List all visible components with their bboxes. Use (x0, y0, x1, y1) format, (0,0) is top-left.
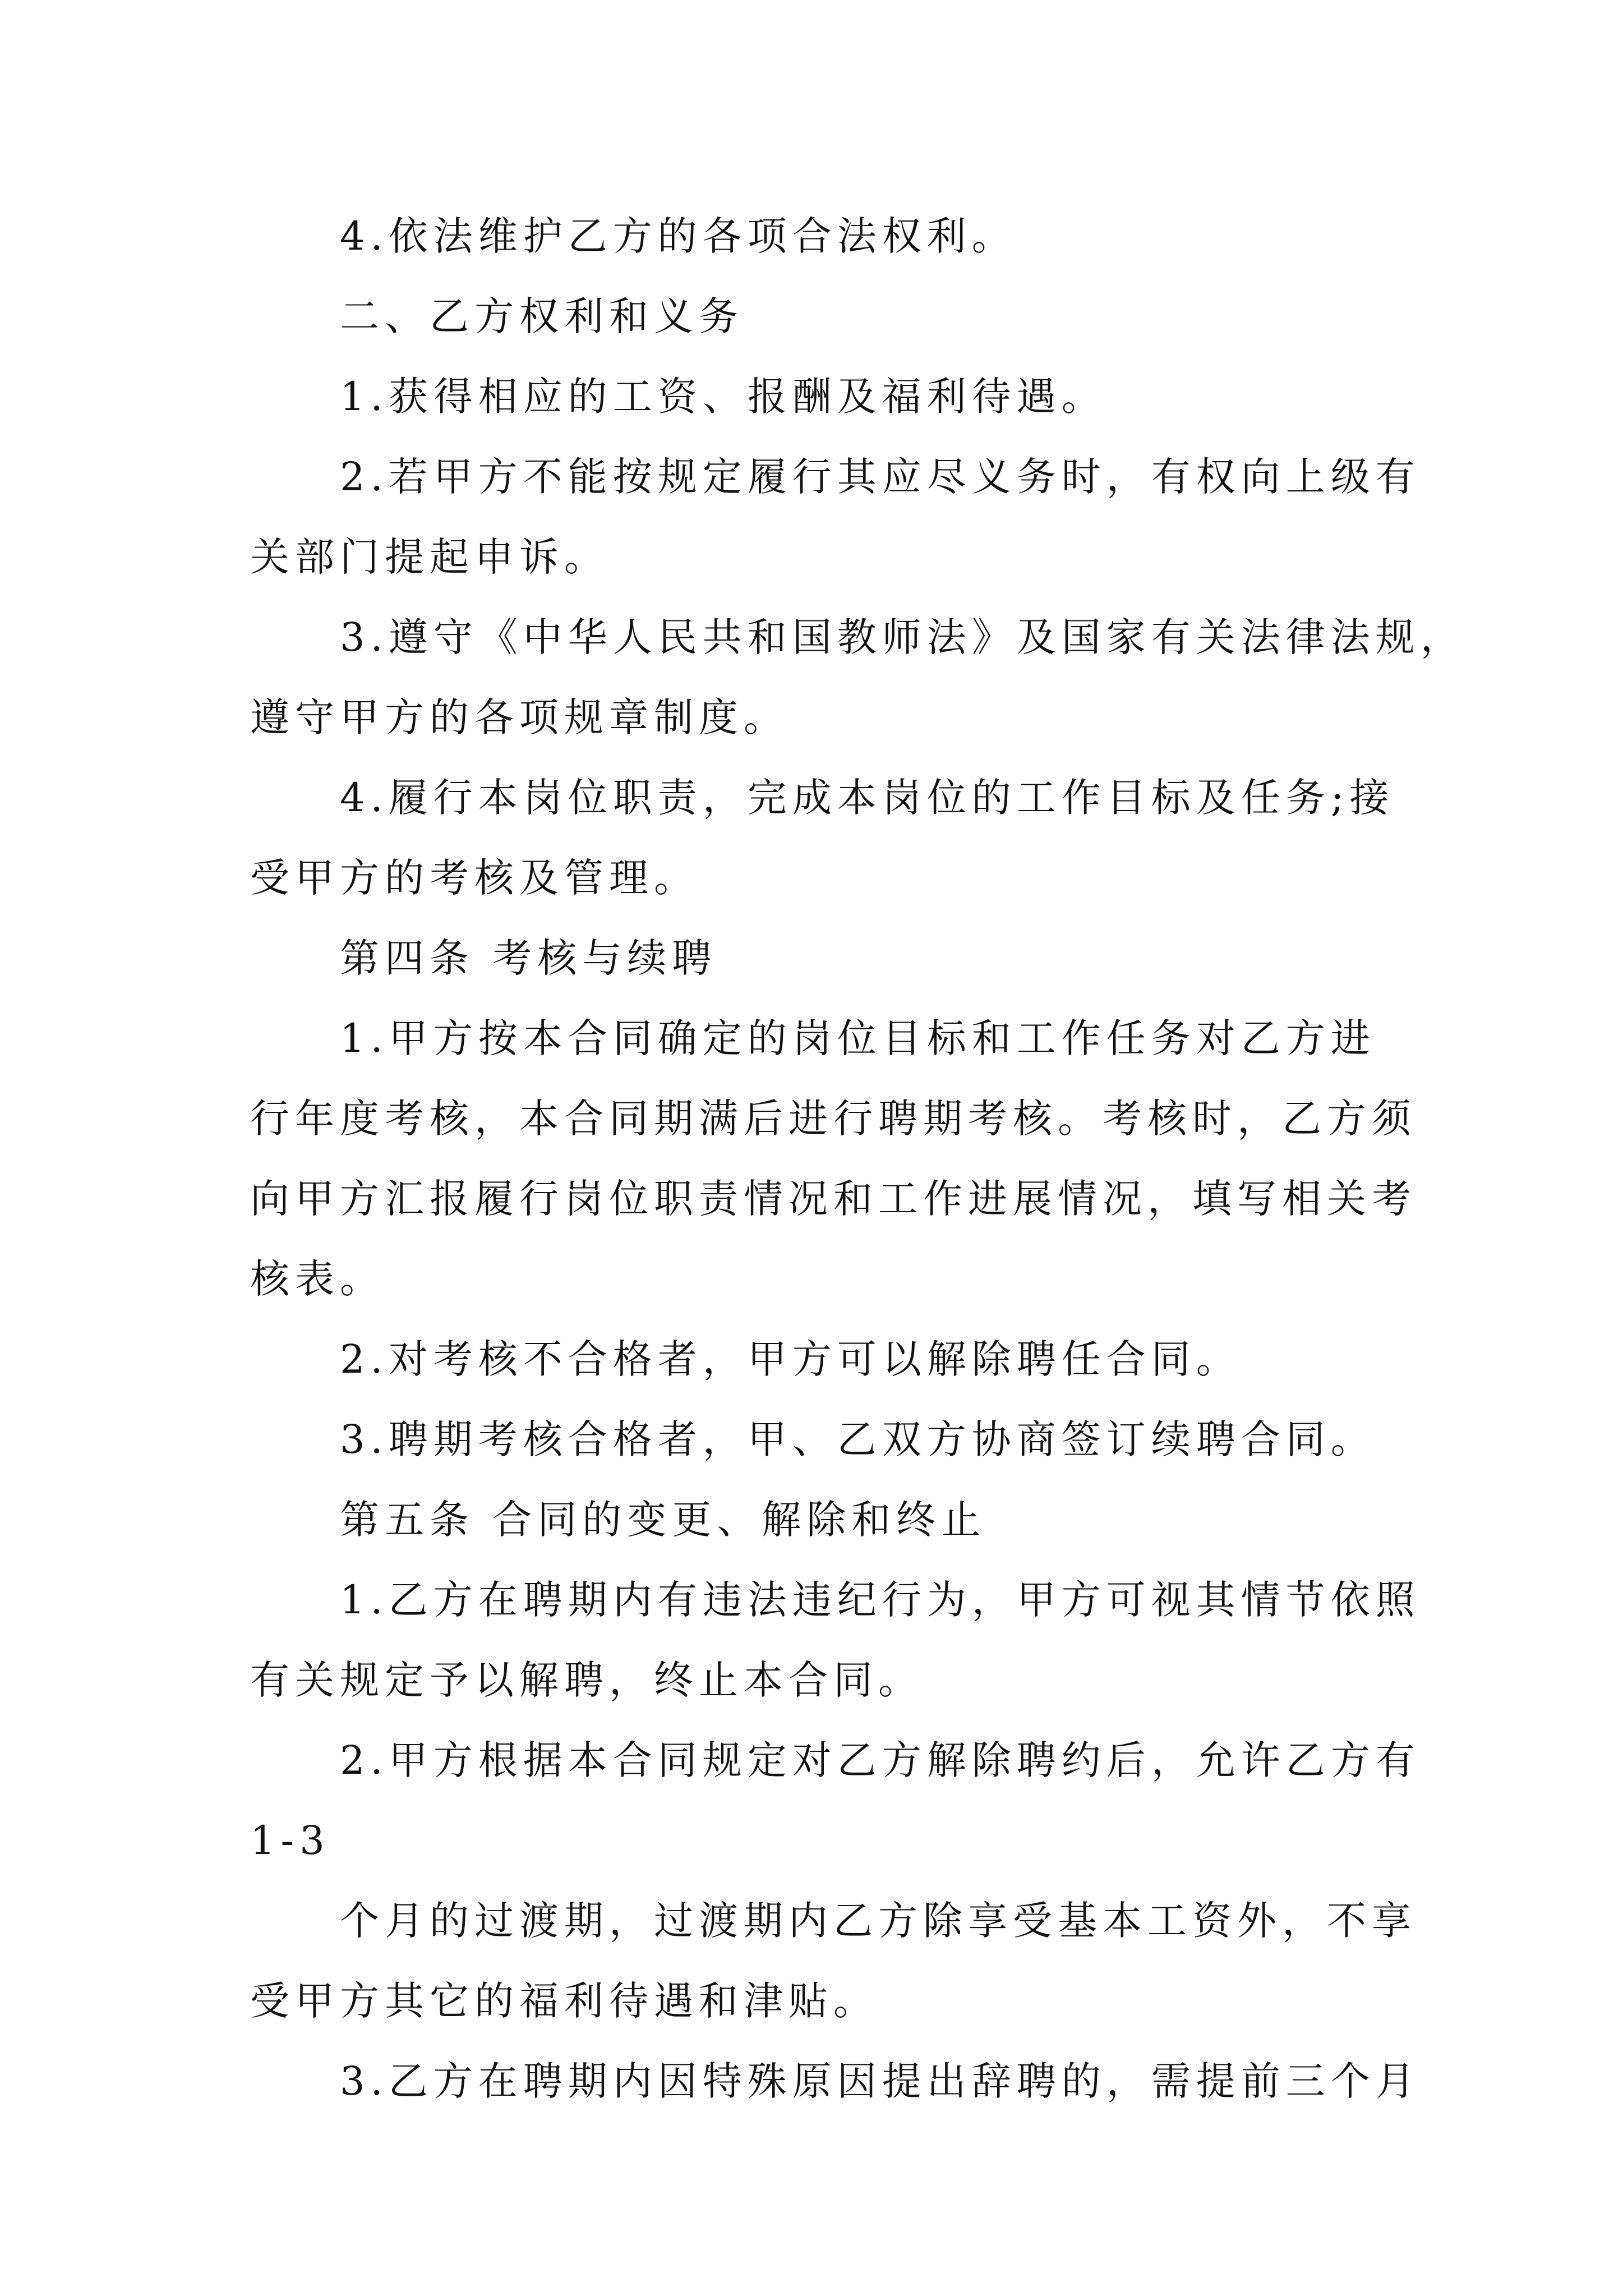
paragraph-line: 1.获得相应的工资、报酬及福利待遇。 (340, 374, 1106, 420)
paragraph-line: 3.聘期考核合格者，甲、乙双方协商签订续聘合同。 (340, 1416, 1376, 1462)
paragraph-line: 核表。 (250, 1256, 385, 1302)
paragraph-line: 遵守甲方的各项规章制度。 (250, 694, 789, 740)
paragraph-line: 4.依法维护乙方的各项合法权利。 (340, 213, 1017, 259)
paragraph-line: 2.对考核不合格者，甲方可以解除聘任合同。 (340, 1336, 1241, 1382)
section-heading: 二、乙方权利和义务 (340, 293, 744, 339)
paragraph-line: 有关规定予以解聘，终止本合同。 (250, 1657, 923, 1703)
paragraph-line: 关部门提起申诉。 (250, 534, 609, 580)
document-body (250, 196, 1465, 2122)
paragraph-line: 个月的过渡期，过渡期内乙方除享受基本工资外，不享 (340, 1898, 1417, 1944)
paragraph-line: 受甲方其它的福利待遇和津贴。 (250, 1978, 878, 2024)
article-heading: 第四条 考核与续聘 (340, 935, 717, 981)
article-heading: 第五条 合同的变更、解除和终止 (340, 1497, 986, 1543)
paragraph-line: 受甲方的考核及管理。 (250, 855, 699, 901)
paragraph-line: 向甲方汇报履行岗位职责情况和工作进展情况，填写相关考 (250, 1176, 1417, 1222)
paragraph-line: 1-3 (250, 1818, 330, 1864)
paragraph-line: 3.遵守《中华人民共和国教师法》及国家有关法律法规， (340, 614, 1465, 660)
paragraph-line: 3.乙方在聘期内因特殊原因提出辞聘的，需提前三个月 (340, 2058, 1421, 2104)
paragraph-line: 1.乙方在聘期内有违法违纪行为，甲方可视其情节依照 (340, 1577, 1421, 1623)
paragraph-line: 4.履行本岗位职责，完成本岗位的工作目标及任务;接 (340, 775, 1395, 821)
paragraph-line: 2.甲方根据本合同规定对乙方解除聘约后，允许乙方有 (340, 1737, 1421, 1783)
paragraph-line: 行年度考核，本合同期满后进行聘期考核。考核时，乙方须 (250, 1096, 1417, 1142)
paragraph-line: 1.甲方按本合同确定的岗位目标和工作任务对乙方进 (340, 1015, 1376, 1061)
paragraph-line: 2.若甲方不能按规定履行其应尽义务时，有权向上级有 (340, 454, 1421, 500)
